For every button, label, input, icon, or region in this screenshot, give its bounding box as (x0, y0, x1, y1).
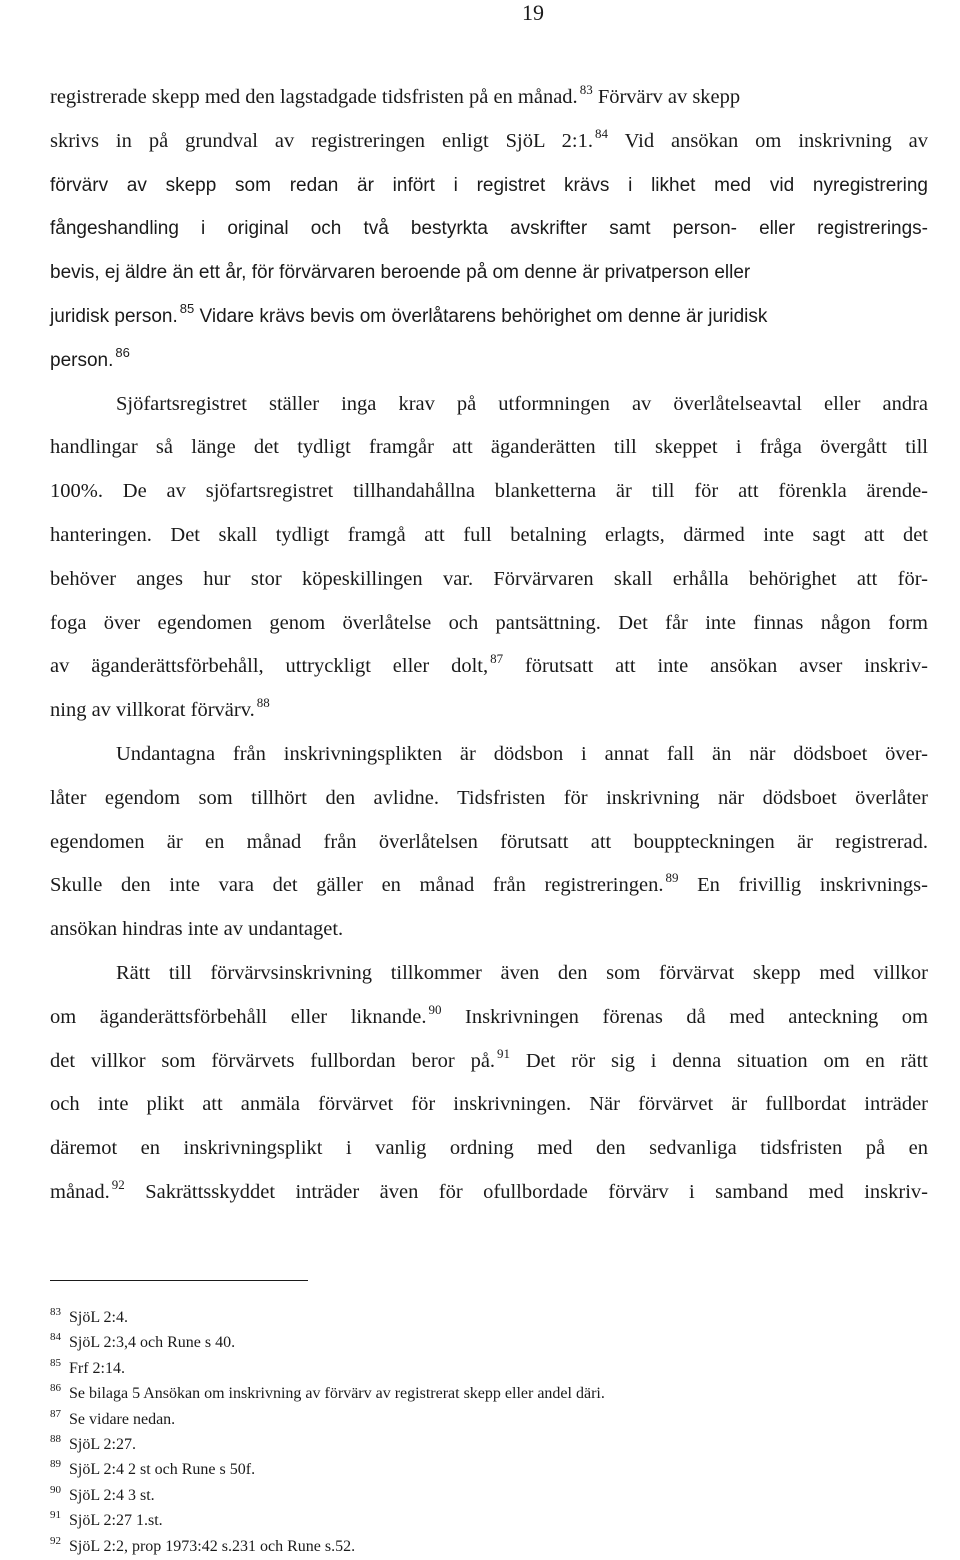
footnote (50, 1357, 605, 1382)
footnote-reference[interactable]: 92 (111, 1176, 125, 1192)
text-line (50, 864, 928, 908)
line-text: förutsatt att inte ansökan avser inskriv- (503, 655, 928, 678)
paragraph (50, 76, 928, 383)
text-line (50, 295, 928, 339)
line-text: skrivs in på grundval av registreringen enligt SjöL 2:1. (50, 129, 594, 152)
line-text: egendomen är en månad från överlåtelsen förutsatt att bouppteckningen är registrerad. (50, 830, 928, 853)
footnote (50, 1509, 605, 1534)
text-line (50, 251, 928, 295)
footnote (50, 1382, 605, 1407)
line-text: 100%. De av sjöfartsregistret tillhandahållna blanketterna är till för att förenkla ärende- (50, 480, 928, 503)
line-text: månad. (50, 1180, 110, 1203)
text-line (50, 733, 928, 777)
footnote-reference[interactable]: 91 (497, 1045, 511, 1061)
footnote-number: 87 (50, 1407, 61, 1420)
footnote-reference[interactable]: 90 (428, 1001, 442, 1017)
line-text: Inskrivningen förenas då med anteckning om (441, 1005, 928, 1028)
text-line (50, 777, 928, 821)
line-text: behöver anges hur stor köpeskillingen var. Förvärvaren skall erhålla behörighet att för- (50, 567, 928, 590)
footnote-number: 86 (50, 1382, 61, 1395)
text-line (50, 952, 928, 996)
text-line (50, 645, 928, 689)
footnote (50, 1306, 605, 1331)
line-text: fångeshandling i original och två bestyrkta avskrifter samt person- eller registrerings- (50, 218, 928, 240)
footnote-text: Se bilaga 5 Ansökan om inskrivning av förvärv av registrerat skepp eller andel däri. (69, 1385, 605, 1403)
text-line (50, 470, 928, 514)
text-line (50, 821, 928, 865)
text-line (50, 996, 928, 1040)
footnote-reference[interactable]: 89 (665, 870, 679, 886)
line-text: det villkor som förvärvets fullbordan beror på. (50, 1049, 496, 1072)
line-text: förvärv av skepp som redan är infört i registret krävs i likhet med vid nyregistrering (50, 174, 928, 196)
paragraph (50, 952, 928, 1215)
text-line (50, 426, 928, 470)
line-text: foga över egendomen genom överlåtelse och pantsättning. Det får inte finnas någon form (50, 611, 928, 634)
footnote-text: Frf 2:14. (69, 1359, 125, 1377)
footnote-number: 89 (50, 1458, 61, 1471)
line-text: Vidare krävs bevis om överlåtarens behörighet om denne är juridisk (194, 305, 768, 327)
footnote-text: SjöL 2:2, prop 1973:42 s.231 och Rune s.52. (69, 1537, 356, 1555)
footnote-text: SjöL 2:4. (69, 1309, 128, 1326)
footnote-separator (50, 1280, 308, 1281)
line-text: Sakrättsskyddet inträder även för ofullbordade förvärv i samband med inskriv- (124, 1180, 928, 1203)
text-line (50, 689, 928, 733)
footnote-number: 90 (50, 1483, 61, 1496)
footnote-reference[interactable]: 86 (115, 344, 130, 360)
line-text: person. (50, 349, 114, 371)
line-text: En frivillig inskrivnings- (678, 874, 928, 897)
footnote-number: 88 (50, 1433, 61, 1446)
footnote-text: SjöL 2:4 2 st och Rune s 50f. (69, 1461, 256, 1479)
paragraph (50, 733, 928, 952)
text-line (50, 602, 928, 646)
footnote-text: Se vidare nedan. (69, 1410, 176, 1428)
line-text: handlingar så länge det tydligt framgår att äganderätten till skeppet i fråga övergått till (50, 436, 928, 459)
line-text: bevis, ej äldre än ett år, för förvärvaren beroende på om denne är privatperson eller (50, 262, 751, 284)
footnote-text: SjöL 2:3,4 och Rune s 40. (69, 1334, 236, 1352)
line-text: juridisk person. (50, 305, 178, 327)
footnote (50, 1458, 605, 1483)
line-text: Det rör sig i denna situation om en rätt (510, 1049, 928, 1072)
footnote-reference[interactable]: 87 (490, 651, 504, 667)
line-text: Rätt till förvärvsinskrivning tillkommer även den som förvärvat skepp med villkor (116, 961, 928, 984)
text-line (50, 1083, 928, 1127)
text-line (50, 164, 928, 208)
text-line (50, 76, 928, 120)
line-text: Förvärv av skepp (592, 86, 741, 108)
line-text: Undantagna från inskrivningsplikten är dödsbon i annat fall än när dödsboet över- (116, 742, 928, 765)
text-line (50, 207, 928, 251)
paragraph (50, 383, 928, 733)
footnote-text: SjöL 2:27 1.st. (69, 1512, 163, 1530)
line-text: av äganderättsförbehåll, uttryckligt eller dolt, (50, 655, 489, 678)
line-text: ansökan hindras inte av undantaget. (50, 918, 344, 941)
line-text: däremot en inskrivningsplikt i vanlig ordning med den sedvanliga tidsfristen på en (50, 1137, 928, 1160)
footnote-reference[interactable]: 85 (179, 300, 195, 316)
footnote (50, 1433, 605, 1458)
footnote-reference[interactable]: 84 (595, 125, 609, 141)
footnote-text: SjöL 2:4 3 st. (69, 1486, 155, 1504)
footnote (50, 1535, 605, 1560)
line-text: låter egendom som tillhört den avlidne. Tidsfristen för inskrivning när dödsboet överlåter (50, 786, 928, 809)
footnote-number: 85 (50, 1356, 61, 1369)
line-text: om äganderättsförbehåll eller liknande. (50, 1005, 427, 1028)
line-text: Sjöfartsregistret ställer inga krav på utformningen av överlåtelseavtal eller andra (116, 392, 928, 415)
line-text: ning av villkorat förvärv. (50, 699, 255, 722)
footnote-reference[interactable]: 83 (579, 82, 593, 97)
line-text: och inte plikt att anmäla förvärvet för inskrivningen. När förvärvet är fullbordat inträder (50, 1093, 928, 1116)
text-line (50, 339, 928, 383)
text-line (50, 514, 928, 558)
text-line (50, 383, 928, 427)
footnote-reference[interactable]: 88 (256, 695, 270, 711)
footnote-text: SjöL 2:27. (69, 1436, 136, 1454)
footnotes (50, 1306, 605, 1560)
text-line (50, 1127, 928, 1171)
footnote (50, 1484, 605, 1509)
text-line (50, 1040, 928, 1084)
line-text: Vid ansökan om inskrivning av (608, 129, 928, 152)
footnote (50, 1408, 605, 1433)
footnote (50, 1331, 605, 1356)
body-text (50, 76, 928, 1215)
footnote-number: 92 (50, 1534, 61, 1547)
text-line (50, 1171, 928, 1215)
line-text: Skulle den inte vara det gäller en månad från registreringen. (50, 874, 664, 897)
page-number: 19 (522, 0, 544, 25)
footnote-number: 84 (50, 1331, 61, 1344)
footnote-number: 83 (50, 1306, 61, 1318)
footnote-number: 91 (50, 1509, 61, 1522)
text-line (50, 120, 928, 164)
line-text: hanteringen. Det skall tydligt framgå att full betalning erlagts, därmed inte sagt att det (50, 523, 928, 546)
text-line (50, 558, 928, 602)
line-text: registrerade skepp med den lagstadgade tidsfristen på en månad. (50, 86, 578, 108)
text-line (50, 908, 928, 952)
